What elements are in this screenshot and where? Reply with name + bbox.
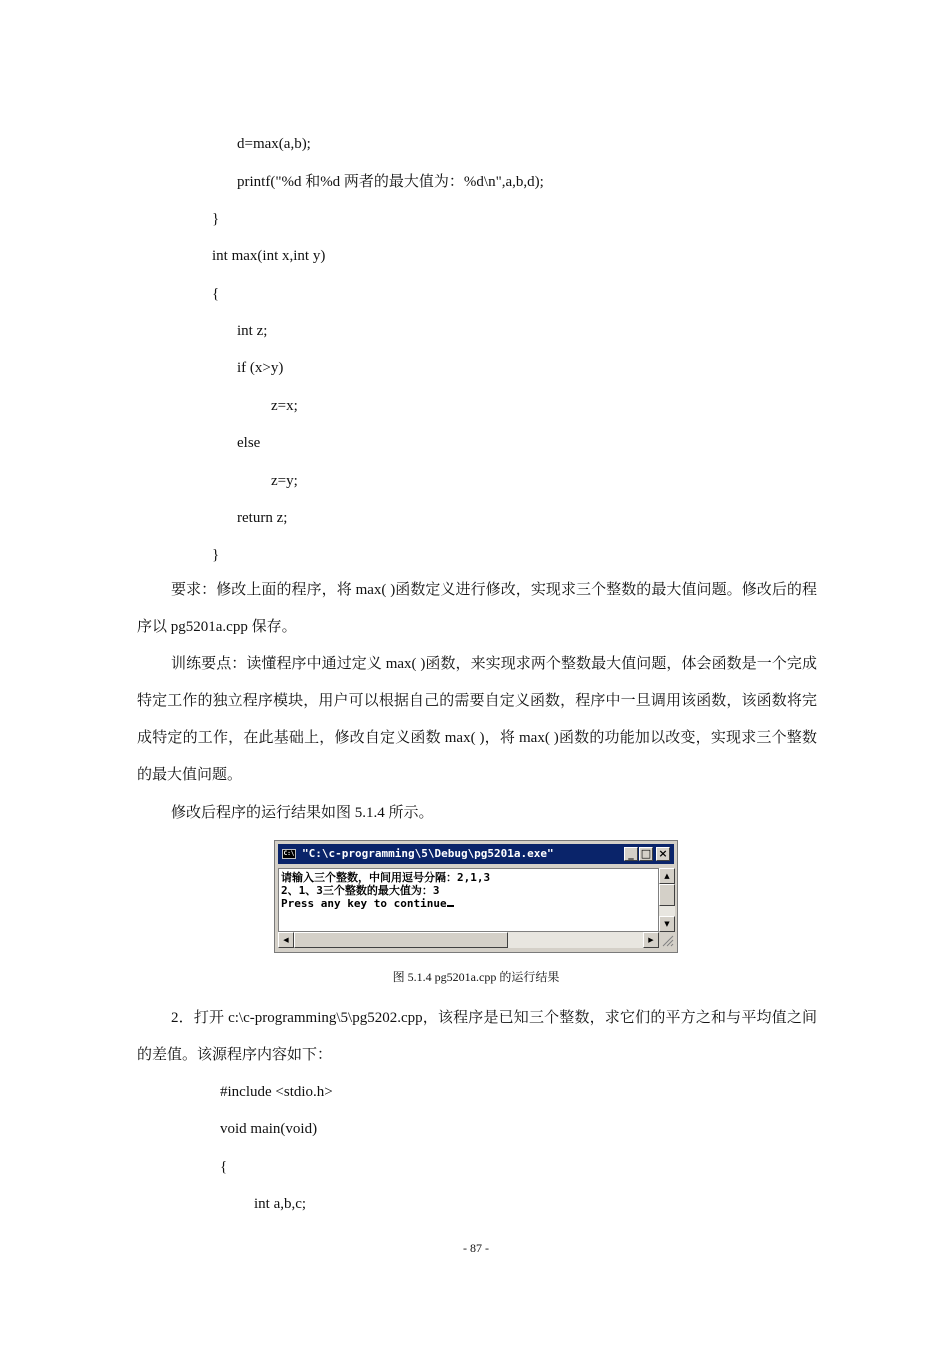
resize-grip-icon[interactable] <box>659 932 675 948</box>
scroll-right-icon[interactable]: ▶ <box>643 932 659 948</box>
code-line: if (x>y) <box>237 360 284 376</box>
console-line: 请输入三个整数，中间用逗号分隔：2,1,3 <box>281 871 491 884</box>
scroll-up-icon[interactable]: ▲ <box>659 868 675 884</box>
page-number: - 87 - <box>463 1241 489 1255</box>
console-titlebar[interactable] <box>278 844 674 864</box>
console-title: "C:\c-programming\5\Debug\pg5201a.exe" <box>302 847 554 860</box>
maximize-button[interactable]: □ <box>640 847 652 860</box>
requirement-paragraph <box>137 572 817 646</box>
code-line: printf("%d 和%d 两者的最大值为：%d\n",a,b,d); <box>237 174 544 190</box>
scroll-down-icon[interactable]: ▼ <box>659 916 675 932</box>
training-paragraph <box>137 646 817 794</box>
code-line: z=y; <box>271 473 298 489</box>
code-line: int max(int x,int y) <box>212 248 326 264</box>
code-line: { <box>220 1159 228 1175</box>
figure-caption: 图 5.1.4 pg5201a.cpp 的运行结果 <box>392 970 560 984</box>
vertical-scrollbar[interactable] <box>659 868 675 932</box>
task2-text: 2．打开 c:\c-programming\5\pg5202.cpp，该程序是已知三个整数，求它们的平方之和与平均值之间的差值。该源程序内容如下： <box>137 1010 817 1063</box>
code-line: int z; <box>237 323 268 339</box>
horizontal-scrollbar[interactable] <box>278 932 659 948</box>
requirement-text: 要求：修改上面的程序，将 max( )函数定义进行修改，实现求三个整数的最大值问题。修改后的程序以 pg5201a.cpp 保存。 <box>137 582 817 635</box>
code-line: #include <stdio.h> <box>220 1084 333 1100</box>
scroll-left-icon[interactable]: ◀ <box>278 932 294 948</box>
console-line-prompt <box>281 897 656 910</box>
console-line: Press any key to continue <box>281 897 447 910</box>
task2-paragraph <box>137 1000 817 1074</box>
code-line: void main(void) <box>220 1121 318 1137</box>
code-line: return z; <box>237 510 288 526</box>
result-intro-text: 修改后程序的运行结果如图 5.1.4 所示。 <box>171 805 434 821</box>
minimize-button[interactable]: _ <box>624 847 638 861</box>
code-line: } <box>212 547 220 563</box>
console-line: 2、1、3三个整数的最大值为：3 <box>281 884 440 897</box>
console-output <box>278 868 659 932</box>
code-line: int a,b,c; <box>254 1196 307 1212</box>
vertical-scroll-thumb[interactable] <box>659 884 675 906</box>
training-text: 训练要点：读懂程序中通过定义 max( )函数，来实现求两个整数最大值问题，体会函数是一个完成特定工作的独立程序模块，用户可以根据自己的需要自定义函数，程序中一旦调用该函数，该函数将完成特定的工作，在此基础上，修改自定义函数 max( )，将 max( )函数的功能加以改变，实现求三个整数的最大值问题。 <box>137 656 817 783</box>
code-line: d=max(a,b); <box>237 136 311 152</box>
horizontal-scroll-thumb[interactable] <box>294 932 508 948</box>
code-line: { <box>212 286 220 302</box>
cursor-icon <box>447 905 454 907</box>
code-line: } <box>212 211 220 227</box>
code-line: else <box>237 435 261 451</box>
code-line: z=x; <box>271 398 298 414</box>
console-app-icon: C:\ <box>283 850 295 857</box>
console-window <box>274 840 678 953</box>
close-button[interactable]: × <box>656 847 670 861</box>
result-intro-paragraph <box>137 795 817 832</box>
